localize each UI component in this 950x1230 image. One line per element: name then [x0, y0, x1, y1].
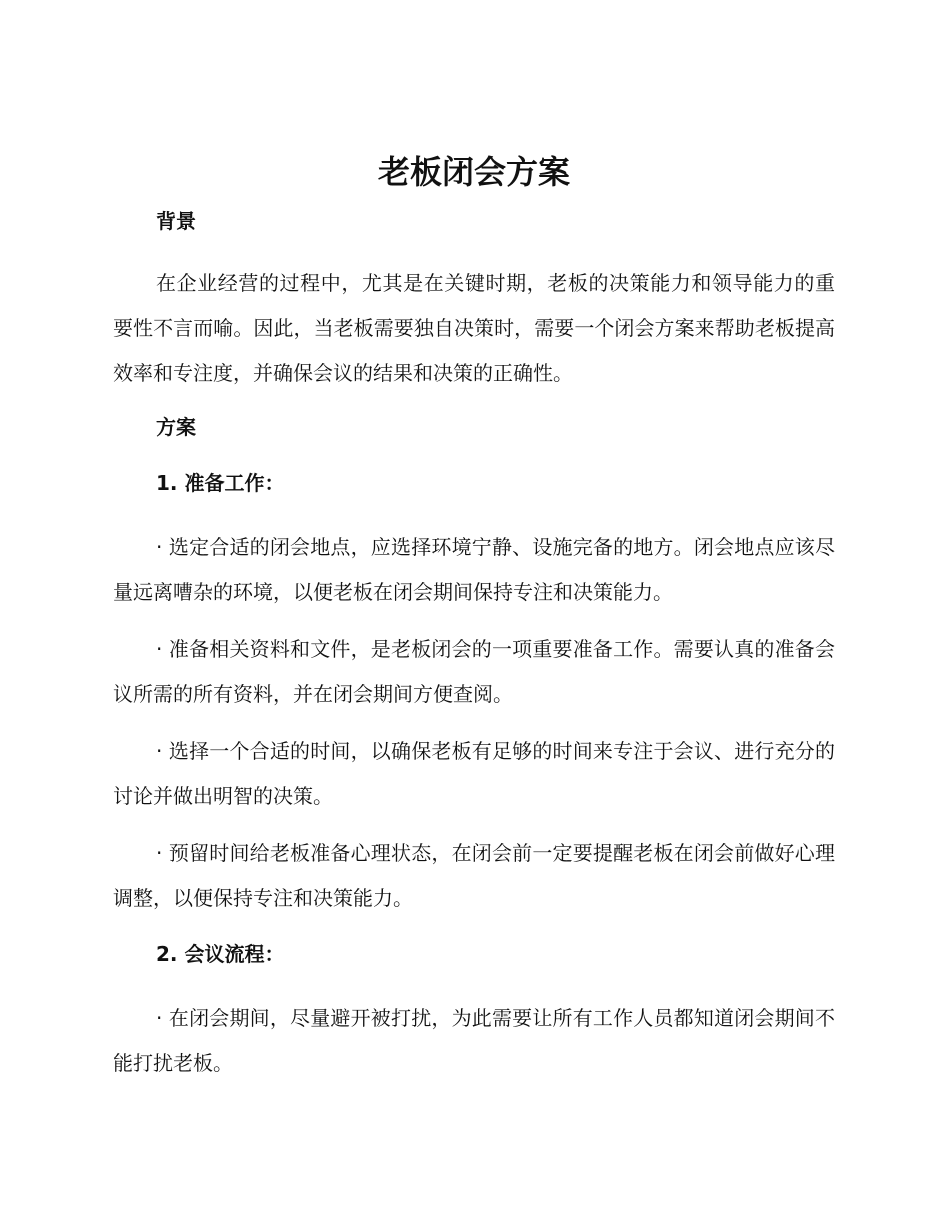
prep-item-time: · 选择一个合适的时间，以确保老板有足够的时间来专注于会议、进行充分的讨论并做出明智的决策。 [113, 739, 835, 808]
document-page [113, 148, 835, 1086]
flow-item-no-disturb: · 在闭会期间，尽量避开被打扰，为此需要让所有工作人员都知道闭会期间不能打扰老板。 [113, 1006, 835, 1075]
flow-heading: 2. 会议流程： [156, 942, 285, 966]
prep-item-location: · 选定合适的闭会地点，应选择环境宁静、设施完备的地方。闭会地点应该尽量远离嘈杂的环境，以便老板在闭会期间保持专注和决策能力。 [113, 535, 835, 604]
prep-item-materials: · 准备相关资料和文件，是老板闭会的一项重要准备工作。需要认真的准备会议所需的所有资料，并在闭会期间方便查阅。 [113, 637, 835, 706]
prep-item-mindset: · 预留时间给老板准备心理状态，在闭会前一定要提醒老板在闭会前做好心理调整，以便保持专注和决策能力。 [113, 841, 835, 910]
prep-heading: 1. 准备工作： [156, 471, 285, 495]
background-paragraph: 在企业经营的过程中，尤其是在关键时期，老板的决策能力和领导能力的重要性不言而喻。因此，当老板需要独自决策时，需要一个闭会方案来帮助老板提高效率和专注度，并确保会议的结果和决策的正确性。 [113, 271, 835, 385]
plan-heading: 方案 [156, 415, 196, 439]
document-title: 老板闭会方案 [377, 153, 570, 191]
background-heading: 背景 [156, 209, 196, 233]
